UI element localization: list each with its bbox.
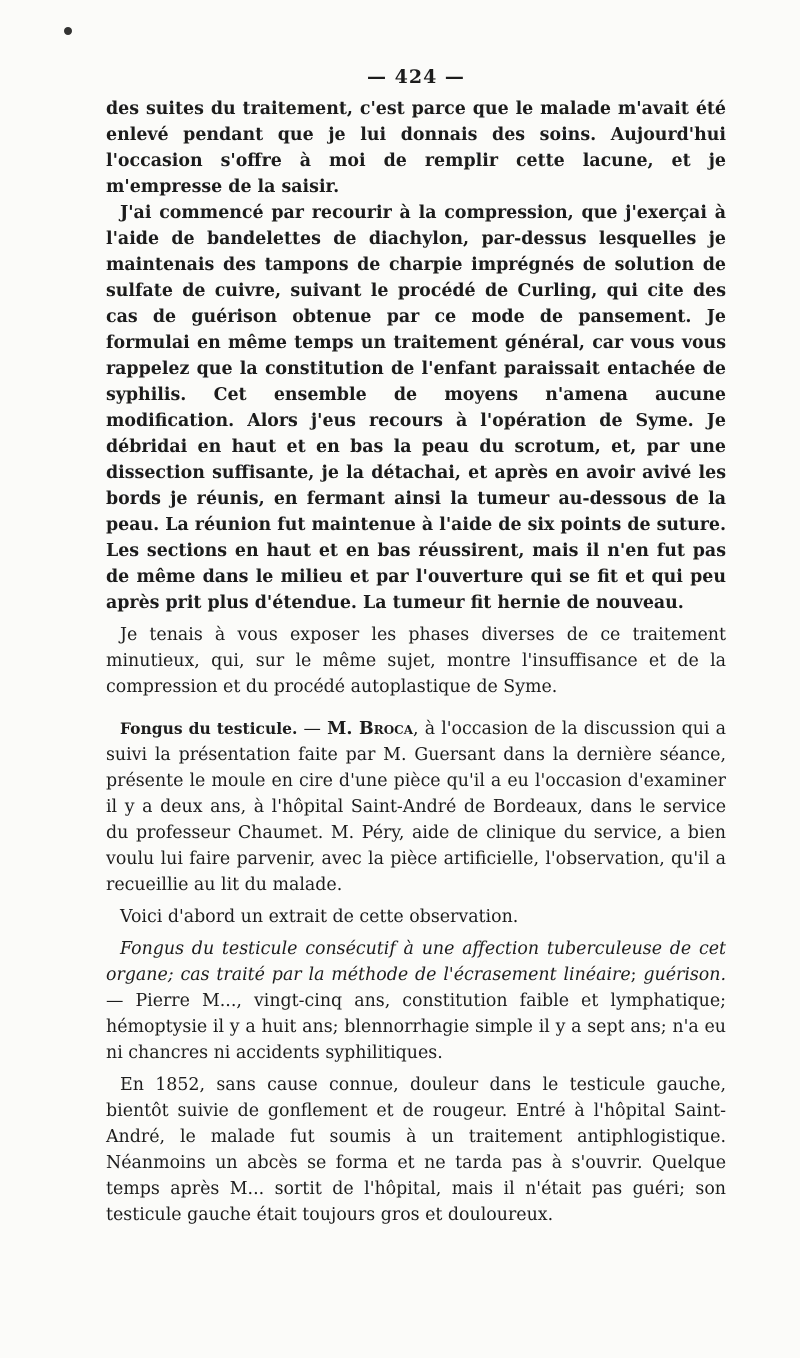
- author-name: M. Broca: [327, 719, 414, 739]
- page-number: — 424 —: [367, 66, 465, 88]
- paragraph-7: En 1852, sans cause connue, douleur dans le testicule gauche, bientôt suivie de gonflement et de rougeur. Entré à l'hôpital Saint-André, le malade fut soumis à un traitement antiphlogistique. Néanmoins un abcès se forma et ne tarda pas à s'ouvrir. Quelque temps après M... sortit de l'hôpital, mais il n'était pas guéri; son testicule gauche était toujours gros et douloureux.: [106, 1075, 726, 1225]
- ink-spot: [64, 27, 72, 35]
- heading-dash: —: [297, 719, 328, 739]
- paragraph-2: J'ai commencé par recourir à la compression, que j'exerçai à l'aide de bandelettes de diachylon, par-dessus lesquelles je maintenais des tampons de charpie imprégnés de solution de sulfate de cuivre, suivant le procédé de Curling, qui cite des cas de guérison obtenue par ce mode de pansement. Je formulai en même temps un traitement général, car vous vous rappelez que la constitution de l'enfant paraissait entachée de syphilis. Cet ensemble de moyens n'amena aucune modification. Alors j'eus recours à l'opération de Syme. Je débridai en haut et en bas la peau du scrotum, et, par une dissection suffisante, je la détachai, et après en avoir avivé les bords je réunis, en fermant ainsi la tumeur au-dessous de la peau. La réunion fut maintenue à l'aide de six points de suture. Les sections en haut et en bas réussirent, mais il n'en fut pas de même dans le milieu et par l'ouverture qui se fit et qui peu après prit plus d'étendue. La tumeur fit hernie de nouveau.: [106, 203, 726, 613]
- observation-title: Fongus du testicule consécutif à une affection tuberculeuse de cet organe; cas traité par la méthode de l'écrasement linéaire: [106, 939, 726, 985]
- section-heading: Fongus du testicule.: [120, 719, 298, 738]
- paragraph-6: [106, 936, 726, 1066]
- paragraph-1: des suites du traitement, c'est parce que le malade m'avait été enlevé pendant que je lui donnais des soins. Aujourd'hui l'occasion s'offre à moi de remplir cette lacune, et je m'empresse de la saisir.: [106, 99, 726, 197]
- paragraph-6-text: — Pierre M..., vingt-cinq ans, constitution faible et lymphatique; hémoptysie il y a huit ans; blennorrhagie simple il y a sept ans; n'a eu ni chancres ni accidents syphilitiques.: [106, 991, 726, 1063]
- paragraph-3: Je tenais à vous exposer les phases diverses de ce traitement minutieux, qui, sur le même sujet, montre l'insuffisance et de la compression et du procédé autoplastique de Syme.: [106, 625, 726, 697]
- paragraph-4-text: , à l'occasion de la discussion qui a suivi la présentation faite par M. Guersant dans la dernière séance, présente le moule en cire d'une pièce qu'il a eu l'occasion d'examiner il y a deux ans, à l'hôpital Saint-André de Bordeaux, dans le service du professeur Chaumet. M. Péry, aide de clinique du service, a bien voulu lui faire parvenir, avec la pièce artificielle, l'observation, qu'il a recueillie au lit du malade.: [106, 719, 726, 895]
- paragraph-4: [106, 716, 726, 898]
- observation-sep: ;: [630, 965, 644, 985]
- paragraph-5: Voici d'abord un extrait de cette observation.: [120, 907, 519, 927]
- observation-outcome: guérison.: [643, 965, 726, 985]
- document-page: [106, 66, 726, 1228]
